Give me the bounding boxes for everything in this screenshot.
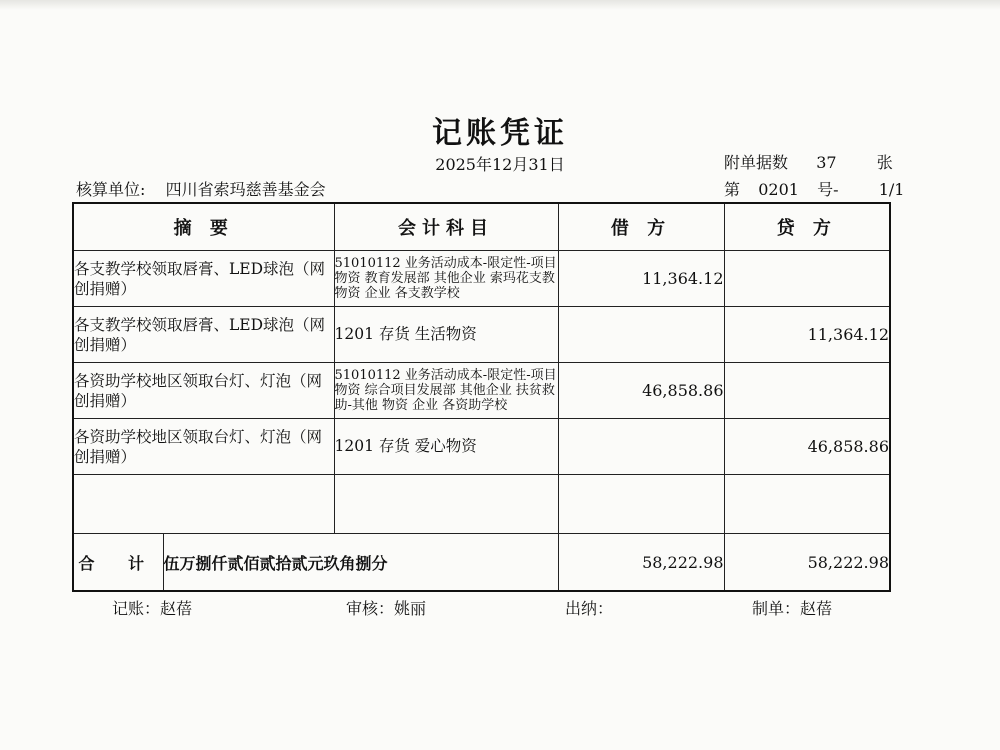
attachments-info — [724, 150, 893, 173]
header-debit: 借 方 — [558, 203, 724, 251]
table-row — [73, 307, 890, 363]
voucher-number: 0201 — [758, 180, 799, 199]
row-summary: 各支教学校领取唇膏、LED球泡（网创捐赠） — [73, 307, 334, 363]
attachments-count: 37 — [816, 153, 837, 172]
total-debit: 58,222.98 — [558, 534, 724, 592]
row-account: 51010112 业务活动成本-限定性-项目物资 综合项目发展部 其他企业 扶贫救助-其他 物资 企业 各资助学校 — [334, 363, 558, 419]
row-debit — [558, 307, 724, 363]
unit-label: 核算单位: — [76, 180, 146, 199]
voucher-number-info — [724, 177, 904, 200]
voucher-suffix: 号- — [817, 180, 839, 199]
document-title: 记账凭证 — [432, 116, 568, 151]
voucher-page: 1/1 — [878, 180, 905, 199]
row-summary: 各资助学校地区领取台灯、灯泡（网创捐赠） — [73, 363, 334, 419]
row-credit — [724, 251, 890, 307]
total-credit: 58,222.98 — [724, 534, 890, 592]
footer-auditor: 审核：姚丽 — [346, 599, 427, 618]
footer-bookkeeper: 记账：赵蓓 — [112, 599, 193, 618]
table-row — [73, 363, 890, 419]
header-account: 会计科目 — [334, 203, 558, 251]
table-row-empty — [73, 475, 890, 534]
accounting-unit — [76, 177, 326, 200]
row-credit — [724, 363, 890, 419]
row-debit — [558, 475, 724, 534]
footer-cashier: 出纳： — [565, 599, 614, 618]
row-account: 51010112 业务活动成本-限定性-项目物资 教育发展部 其他企业 索玛花支教 物资 企业 各支教学校 — [334, 251, 558, 307]
total-row — [73, 534, 890, 592]
row-credit: 46,858.86 — [724, 419, 890, 475]
row-account: 1201 存货 爱心物资 — [334, 419, 558, 475]
row-debit — [558, 419, 724, 475]
attachments-label: 附单据数 — [724, 153, 789, 172]
header-summary: 摘 要 — [73, 203, 334, 251]
row-summary: 各支教学校领取唇膏、LED球泡（网创捐赠） — [73, 251, 334, 307]
voucher-table — [72, 202, 891, 592]
row-credit: 11,364.12 — [724, 307, 890, 363]
unit-name: 四川省索玛慈善基金会 — [165, 180, 326, 199]
row-account — [334, 475, 558, 534]
scan-edge — [0, 0, 1000, 10]
voucher-prefix: 第 — [724, 180, 741, 199]
header-row — [73, 203, 890, 251]
header-credit: 贷 方 — [724, 203, 890, 251]
attachments-unit: 张 — [876, 153, 893, 172]
total-label: 合 计 — [73, 534, 163, 592]
row-account: 1201 存货 生活物资 — [334, 307, 558, 363]
row-summary — [73, 475, 334, 534]
total-amount-words: 伍万捌仟贰佰贰拾贰元玖角捌分 — [163, 534, 558, 592]
row-debit: 46,858.86 — [558, 363, 724, 419]
footer-preparer: 制单：赵蓓 — [752, 599, 833, 618]
table-row — [73, 251, 890, 307]
table-row — [73, 419, 890, 475]
row-summary: 各资助学校地区领取台灯、灯泡（网创捐赠） — [73, 419, 334, 475]
row-debit: 11,364.12 — [558, 251, 724, 307]
row-credit — [724, 475, 890, 534]
voucher-date: 2025年12月31日 — [435, 155, 565, 174]
